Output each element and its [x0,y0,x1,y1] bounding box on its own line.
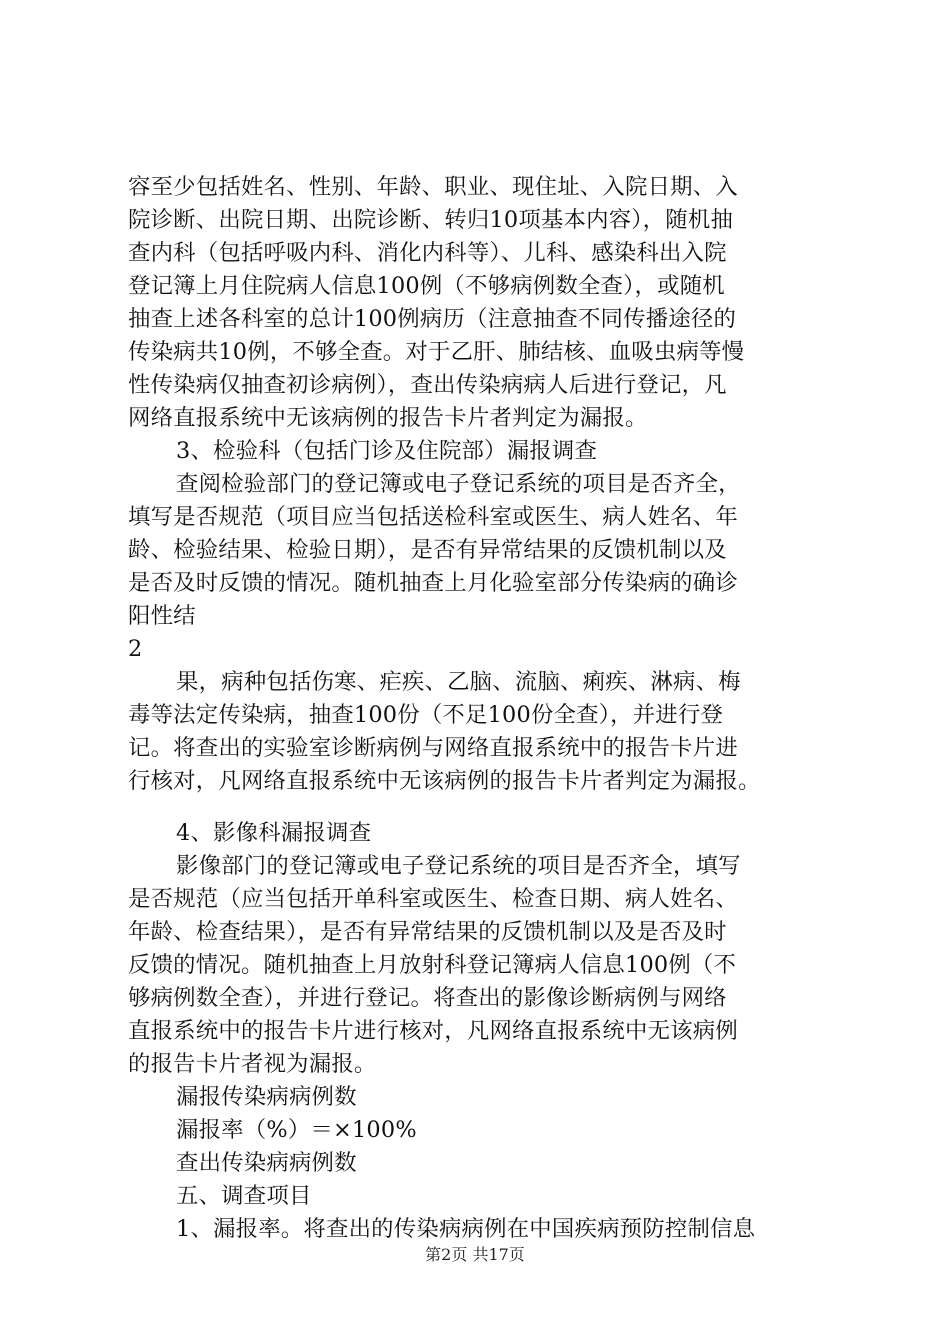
inline-page-number: 2 [128,636,143,662]
formula-line: 漏报率（%）＝×100% [176,1117,417,1143]
section-heading: 五、调查项目 [176,1183,312,1209]
body-text-line: 查阅检验部门的登记簿或电子登记系统的项目是否齐全， [176,471,741,497]
body-text-line: 网络直报系统中无该病例的报告卡片者判定为漏报。 [128,405,648,431]
body-text-line: 果，病种包括伤寒、疟疾、乙脑、流脑、痢疾、淋病、梅 [176,669,741,695]
body-text-line: 年龄、检查结果），是否有异常结果的反馈机制以及是否及时 [128,919,727,945]
body-text-line: 抽查上述各科室的总计100例病历（注意抽查不同传播途径的 [128,306,737,332]
section-heading: 3、检验科（包括门诊及住院部）漏报调查 [176,438,598,464]
body-text-line: 直报系统中的报告卡片进行核对，凡网络直报系统中无该病例 [128,1018,738,1044]
body-text-line: 记。将查出的实验室诊断病例与网络直报系统中的报告卡片进 [128,735,738,761]
body-text-line: 查内科（包括呼吸内科、消化内科等）、儿科、感染科出入院 [128,240,727,266]
formula-denominator: 查出传染病病例数 [176,1150,357,1176]
body-text-line: 的报告卡片者视为漏报。 [128,1051,377,1077]
body-text-line: 填写是否规范（项目应当包括送检科室或医生、病人姓名、年 [128,504,738,530]
body-text-line: 登记簿上月住院病人信息100例（不够病例数全查），或随机 [128,273,725,299]
body-text-line: 容至少包括姓名、性别、年龄、职业、现住址、入院日期、入 [128,174,738,200]
body-text-line: 反馈的情况。随机抽查上月放射科登记簿病人信息100例（不 [128,952,737,978]
body-text-line: 阳性结 [128,603,196,629]
body-text-line: 毒等法定传染病，抽查100份（不足100份全查），并进行登 [128,702,724,728]
formula-numerator: 漏报传染病病例数 [176,1084,357,1110]
body-text-line: 是否及时反馈的情况。随机抽查上月化验室部分传染病的确诊 [128,570,738,596]
body-text-line: 影像部门的登记簿或电子登记系统的项目是否齐全，填写 [176,853,741,879]
body-text-line: 1、漏报率。将查出的传染病病例在中国疾病预防控制信息 [176,1216,756,1242]
body-text-line: 龄、检验结果、检验日期），是否有异常结果的反馈机制以及 [128,537,727,563]
body-text-line: 院诊断、出院日期、出院诊断、转归10项基本内容），随机抽 [128,207,734,233]
body-text-line: 性传染病仅抽查初诊病例），查出传染病病人后进行登记，凡 [128,372,727,398]
body-text-line: 是否规范（应当包括开单科室或医生、检查日期、病人姓名、 [128,886,738,912]
body-text-line: 够病例数全查），并进行登记。将查出的影像诊断病例与网络 [128,985,727,1011]
section-heading: 4、影像科漏报调查 [176,820,372,846]
body-text-line: 传染病共10例，不够全查。对于乙肝、肺结核、血吸虫病等慢 [128,339,745,365]
page-footer: 第2页 共17页 [425,1245,525,1264]
body-text-line: 行核对，凡网络直报系统中无该病例的报告卡片者判定为漏报。 [128,768,761,794]
